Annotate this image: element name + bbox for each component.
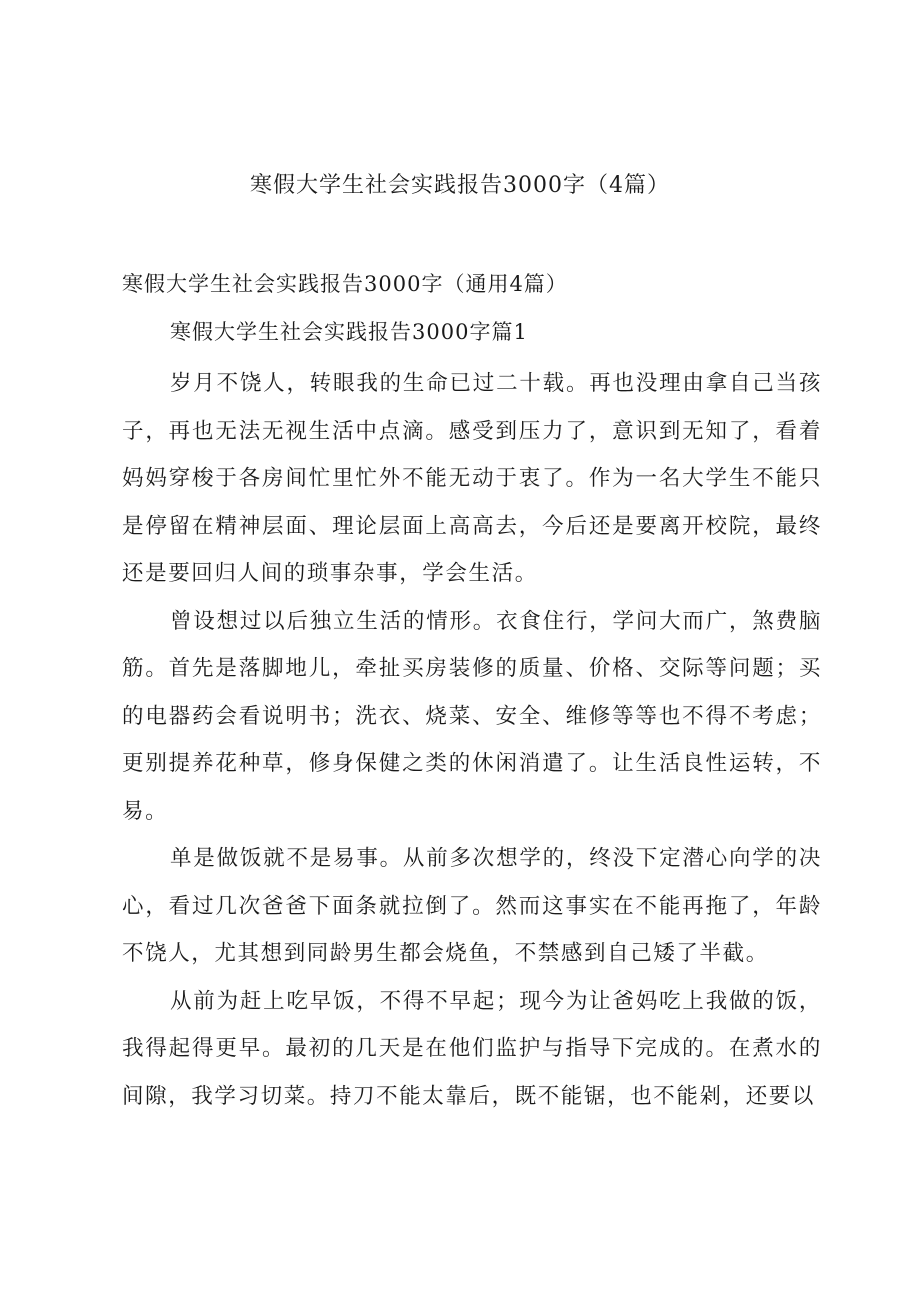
paragraph-1: 岁月不饶人，转眼我的生命已过二十载。再也没理由拿自己当孩子，再也无法无视生活中点滴。感受到压力了，意识到无知了，看着妈妈穿梭于各房间忙里忙外不能无动于衷了。作为一名大学生不能只是停留在精神层面、理论层面上高高去，今后还是要离开校院，最终还是要回归人间的琐事杂事，学会生活。 <box>122 371 822 586</box>
document-title: 寒假大学生社会实践报告3000字（4篇） <box>250 173 670 198</box>
paragraph-2: 曾设想过以后独立生活的情形。衣食住行，学问大而广，煞费脑筋。首先是落脚地儿，牵扯买房装修的质量、价格、交际等问题；买的电器药会看说明书；洗衣、烧菜、安全、维修等等也不得不考虑；更别提养花种草，修身保健之类的休闲消遣了。让生活良性运转，不易。 <box>122 608 822 824</box>
paragraph-3: 单是做饭就不是易事。从前多次想学的，终没下定潜心向学的决心，看过几次爸爸下面条就拉倒了。然而这事实在不能再拖了，年龄不饶人，尤其想到同龄男生都会烧鱼，不禁感到自己矮了半截。 <box>122 846 822 966</box>
document-subtitle: 寒假大学生社会实践报告3000字（通用4篇） <box>122 272 568 296</box>
section-heading: 寒假大学生社会实践报告3000字篇1 <box>170 320 528 344</box>
paragraph-4: 从前为赶上吃早饭，不得不早起；现今为让爸妈吃上我做的饭，我得起得更早。最初的几天是在他们监护与指导下完成的。在煮水的间隙，我学习切菜。持刀不能太靠后，既不能锯，也不能剁，还要以 <box>122 988 822 1109</box>
body-text <box>122 360 822 1120</box>
